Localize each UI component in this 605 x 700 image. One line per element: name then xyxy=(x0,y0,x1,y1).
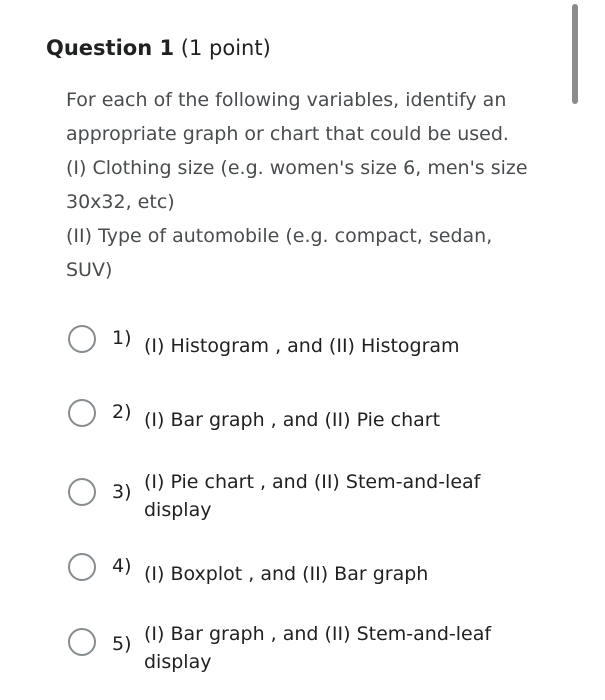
question-points: (1 point) xyxy=(180,36,271,60)
radio-button-option-2[interactable] xyxy=(68,399,96,427)
answer-option-3[interactable] xyxy=(68,466,548,526)
option-number: 5) xyxy=(112,633,132,655)
stem-line: (I) Clothing size (e.g. women's size 6, men's size xyxy=(66,157,528,179)
radio-button-option-1[interactable] xyxy=(68,325,96,353)
option-label[interactable] xyxy=(144,332,544,360)
option-number: 1) xyxy=(112,327,132,349)
stem-line: 30x32, etc) xyxy=(66,191,175,213)
stem-line: For each of the following variables, identify an xyxy=(66,89,507,111)
answer-option-2[interactable] xyxy=(68,392,548,452)
radio-button-option-4[interactable] xyxy=(68,553,96,581)
option-label-line: (I) Pie chart , and (II) Stem-and-leaf xyxy=(144,471,481,493)
option-label-line: (I) Boxplot , and (II) Bar graph xyxy=(144,563,429,585)
option-label[interactable] xyxy=(144,406,544,434)
option-number: 2) xyxy=(112,401,132,423)
answer-option-5[interactable] xyxy=(68,620,548,680)
option-label-line: (I) Bar graph , and (II) Pie chart xyxy=(144,409,441,431)
option-label-line: display xyxy=(144,651,212,673)
option-label-line: (I) Histogram , and (II) Histogram xyxy=(144,335,460,357)
answer-option-1[interactable] xyxy=(68,318,548,378)
option-label[interactable] xyxy=(144,560,544,588)
option-label[interactable] xyxy=(144,620,544,676)
question-title: Question 1 xyxy=(46,36,175,60)
option-label-line: display xyxy=(144,499,212,521)
question-header xyxy=(46,34,271,62)
answer-option-4[interactable] xyxy=(68,546,548,606)
scrollbar-thumb[interactable] xyxy=(572,4,578,104)
radio-button-option-3[interactable] xyxy=(68,478,96,506)
option-label[interactable] xyxy=(144,468,544,524)
stem-line: (II) Type of automobile (e.g. compact, sedan, xyxy=(66,225,493,247)
option-label-line: (I) Bar graph , and (II) Stem-and-leaf xyxy=(144,623,492,645)
question-stem xyxy=(66,83,566,287)
radio-button-option-5[interactable] xyxy=(68,628,96,656)
option-number: 4) xyxy=(112,555,132,577)
stem-line: SUV) xyxy=(66,259,113,281)
stem-line: appropriate graph or chart that could be used. xyxy=(66,123,509,145)
option-number: 3) xyxy=(112,481,132,503)
